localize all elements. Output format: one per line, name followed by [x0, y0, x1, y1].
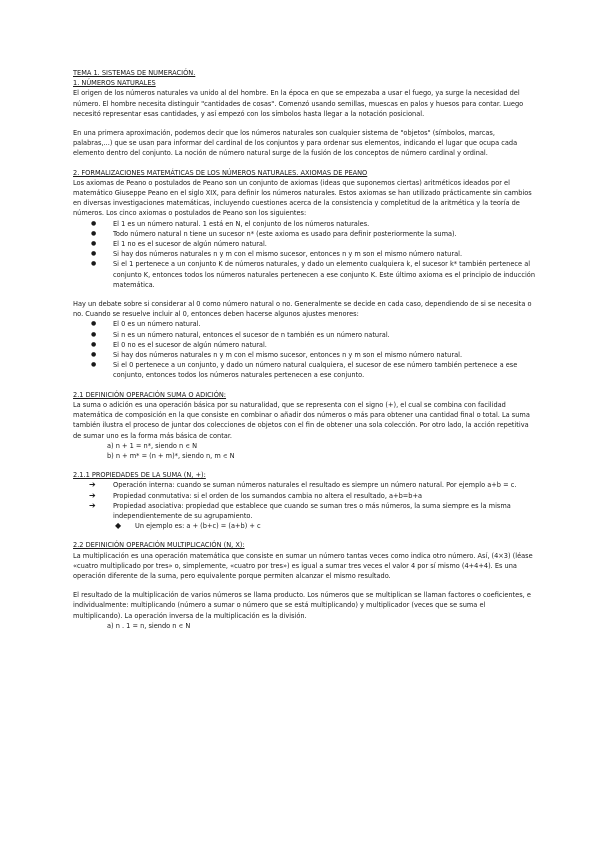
- section-2-title: 2. FORMALIZACIONES MATEMÁTICAS DE LOS NÚMEROS NATURALES. AXIOMAS DE PEANO: [73, 168, 368, 177]
- list-item: ● Todo número natural n tiene un sucesor n* (este axioma es usado para definir posteriormente la suma).: [73, 229, 535, 239]
- document-page: [73, 68, 535, 631]
- list-item: ● Si hay dos números naturales n y m con el mismo sucesor, entonces n y m son el mismo número natural.: [73, 249, 535, 259]
- sum-equation-b: b) n + m* = (n + m)*, siendo n, m ∊ N: [107, 451, 235, 460]
- section-2-1-paragraph: La suma o adición es una operación básica por su naturalidad, que se representa con el signo (+), el cual se combina con facilidad matemática de composición en la que consiste en combinar o añadir dos números o más para obtener una cantidad final o total. La suma también ilustra el proceso de juntar dos colecciones de objetos con el fin de obtener una sola colección. Por otro lado, la acción repetitiva de sumar uno es la forma más básica de contar.: [73, 400, 530, 440]
- list-item: ● El 0 no es el sucesor de algún número natural.: [73, 340, 535, 350]
- list-item: ◆ Un ejemplo es: a + (b+c) = (a+b) + c: [115, 521, 261, 531]
- zero-axioms-list: [73, 319, 535, 380]
- sum-example-list: [73, 521, 535, 531]
- section-1-paragraph-2: En una primera aproximación, podemos decir que los números naturales son cualquier sistema de "objetos" (símbolos, marcas, palabras,...) que se usan para informar del cardinal de los conjuntos y para ordenar sus elementos, indicando el lugar que ocupa cada elemento dentro del conjunto. La noción de número natural surge de la fusión de los conceptos de número cardinal y ordinal.: [73, 129, 518, 158]
- arrow-icon: ➔: [89, 490, 96, 500]
- section-2-paragraph-2: Hay un debate sobre si considerar al 0 como número natural o no. Generalmente se decide en cada caso, dependiendo de si se necesita o no. Cuando se resuelve incluir al 0, entonces deben hacerse algunos ajustes menores:: [73, 300, 532, 319]
- section-2-paragraph-1: Los axiomas de Peano o postulados de Peano son un conjunto de axiomas (ideas que suponemos ciertas) aritméticos ideados por el matemático Giuseppe Peano en el siglo XIX, para definir los números naturales. Estos axiomas se han utilizado prácticamente sin cambios en diversas investigaciones matemáticas, incluyendo cuestiones acerca de la consistencia y completitud de la aritmética y la teoría de números. Los cinco axiomas o postulados de Peano son los siguientes:: [73, 178, 532, 218]
- section-1-title: 1. NÚMEROS NATURALES: [73, 79, 156, 88]
- sum-equation-a: a) n + 1 = n*, siendo n ∊ N: [107, 441, 198, 450]
- peano-axioms-list: [73, 219, 535, 290]
- list-item: ● Si n es un número natural, entonces el sucesor de n también es un número natural.: [73, 330, 535, 340]
- arrow-icon: ➔: [89, 480, 96, 490]
- mult-equation-a: a) n . 1 = n, siendo n ∊ N: [107, 621, 191, 630]
- list-item: ➔ Operación interna: cuando se suman números naturales el resultado es siempre un número natural. Por ejemplo a+b = c.: [89, 480, 517, 490]
- section-1-paragraph-1: El origen de los números naturales va unido al del hombre. En la época en que se empezaba a usar el fuego, ya surge la necesidad del número. El hombre necesita distinguir "cantidades de cosas". Comenzó usando semillas, muescas en palos y huesos para contar. Luego necesitó representar esas cantidades, y así empezó con los símbolos hasta llegar a la notación posicional.: [73, 89, 524, 118]
- section-2-2-paragraph-1: La multiplicación es una operación matemática que consiste en sumar un número tantas veces como indica otro número. Así, (4×3) (léase «cuatro multiplicado por tres» o, simplemente, «cuatro por tres») es igual a sumar tres veces el valor 4 por sí mismo (4+4+4). Es una operación diferente de la suma, pero equivalente porque permiten alcanzar el mismo resultado.: [73, 551, 533, 580]
- diamond-icon: ◆: [115, 521, 122, 531]
- list-item: ➔ Propiedad conmutativa: si el orden de los sumandos cambia no altera el resultado, a+b=b+a: [89, 490, 423, 500]
- list-item: ● El 1 es un número natural. 1 está en N, el conjunto de los números naturales.: [73, 219, 535, 229]
- list-item: ● Si el 0 pertenece a un conjunto, y dado un número natural cualquiera, el sucesor de ese número también pertenece a ese conjunto, entonces todos los números naturales pertenecen a ese conjunto.: [73, 360, 535, 380]
- list-item: ● El 0 es un número natural.: [73, 319, 535, 329]
- section-2-2-paragraph-2: El resultado de la multiplicación de varios números se llama producto. Los números que se multiplican se llaman factores o coeficientes, e individualmente: multiplicando (número a sumar o número que se está multiplicando) y multiplicador (veces que se suma el multiplicando). La operación inversa de la multiplicación es la división.: [73, 591, 531, 620]
- list-item: ● Si el 1 pertenece a un conjunto K de números naturales, y dado un elemento cualquiera k, el sucesor k* también pertenece al conjunto K, entonces todos los números naturales pertenecen a ese conjunto K. Este último axioma es el principio de inducción matemática.: [73, 259, 535, 290]
- list-item: ● Si hay dos números naturales n y m con el mismo sucesor, entonces n y m son el mismo número natural.: [73, 350, 535, 360]
- tema-title: TEMA 1. SISTEMAS DE NUMERACIÓN.: [73, 69, 196, 77]
- sum-properties-list: [73, 480, 535, 521]
- section-2-1-1-title: 2.1.1 PROPIEDADES DE LA SUMA (N, +):: [73, 471, 206, 480]
- section-2-2-title: 2.2 DEFINICIÓN OPERACIÓN MULTIPLICACIÓN (N, X):: [73, 541, 245, 550]
- arrow-icon: ➔: [89, 500, 96, 510]
- list-item: ● El 1 no es el sucesor de algún número natural.: [73, 239, 535, 249]
- section-2-1-title: 2.1 DEFINICIÓN OPERACIÓN SUMA O ADICIÓN:: [73, 390, 227, 399]
- list-item: ➔ Propiedad asociativa: propiedad que establece que cuando se suman tres o más números, la suma siempre es la misma independientemente de su agrupamiento.: [89, 500, 511, 520]
